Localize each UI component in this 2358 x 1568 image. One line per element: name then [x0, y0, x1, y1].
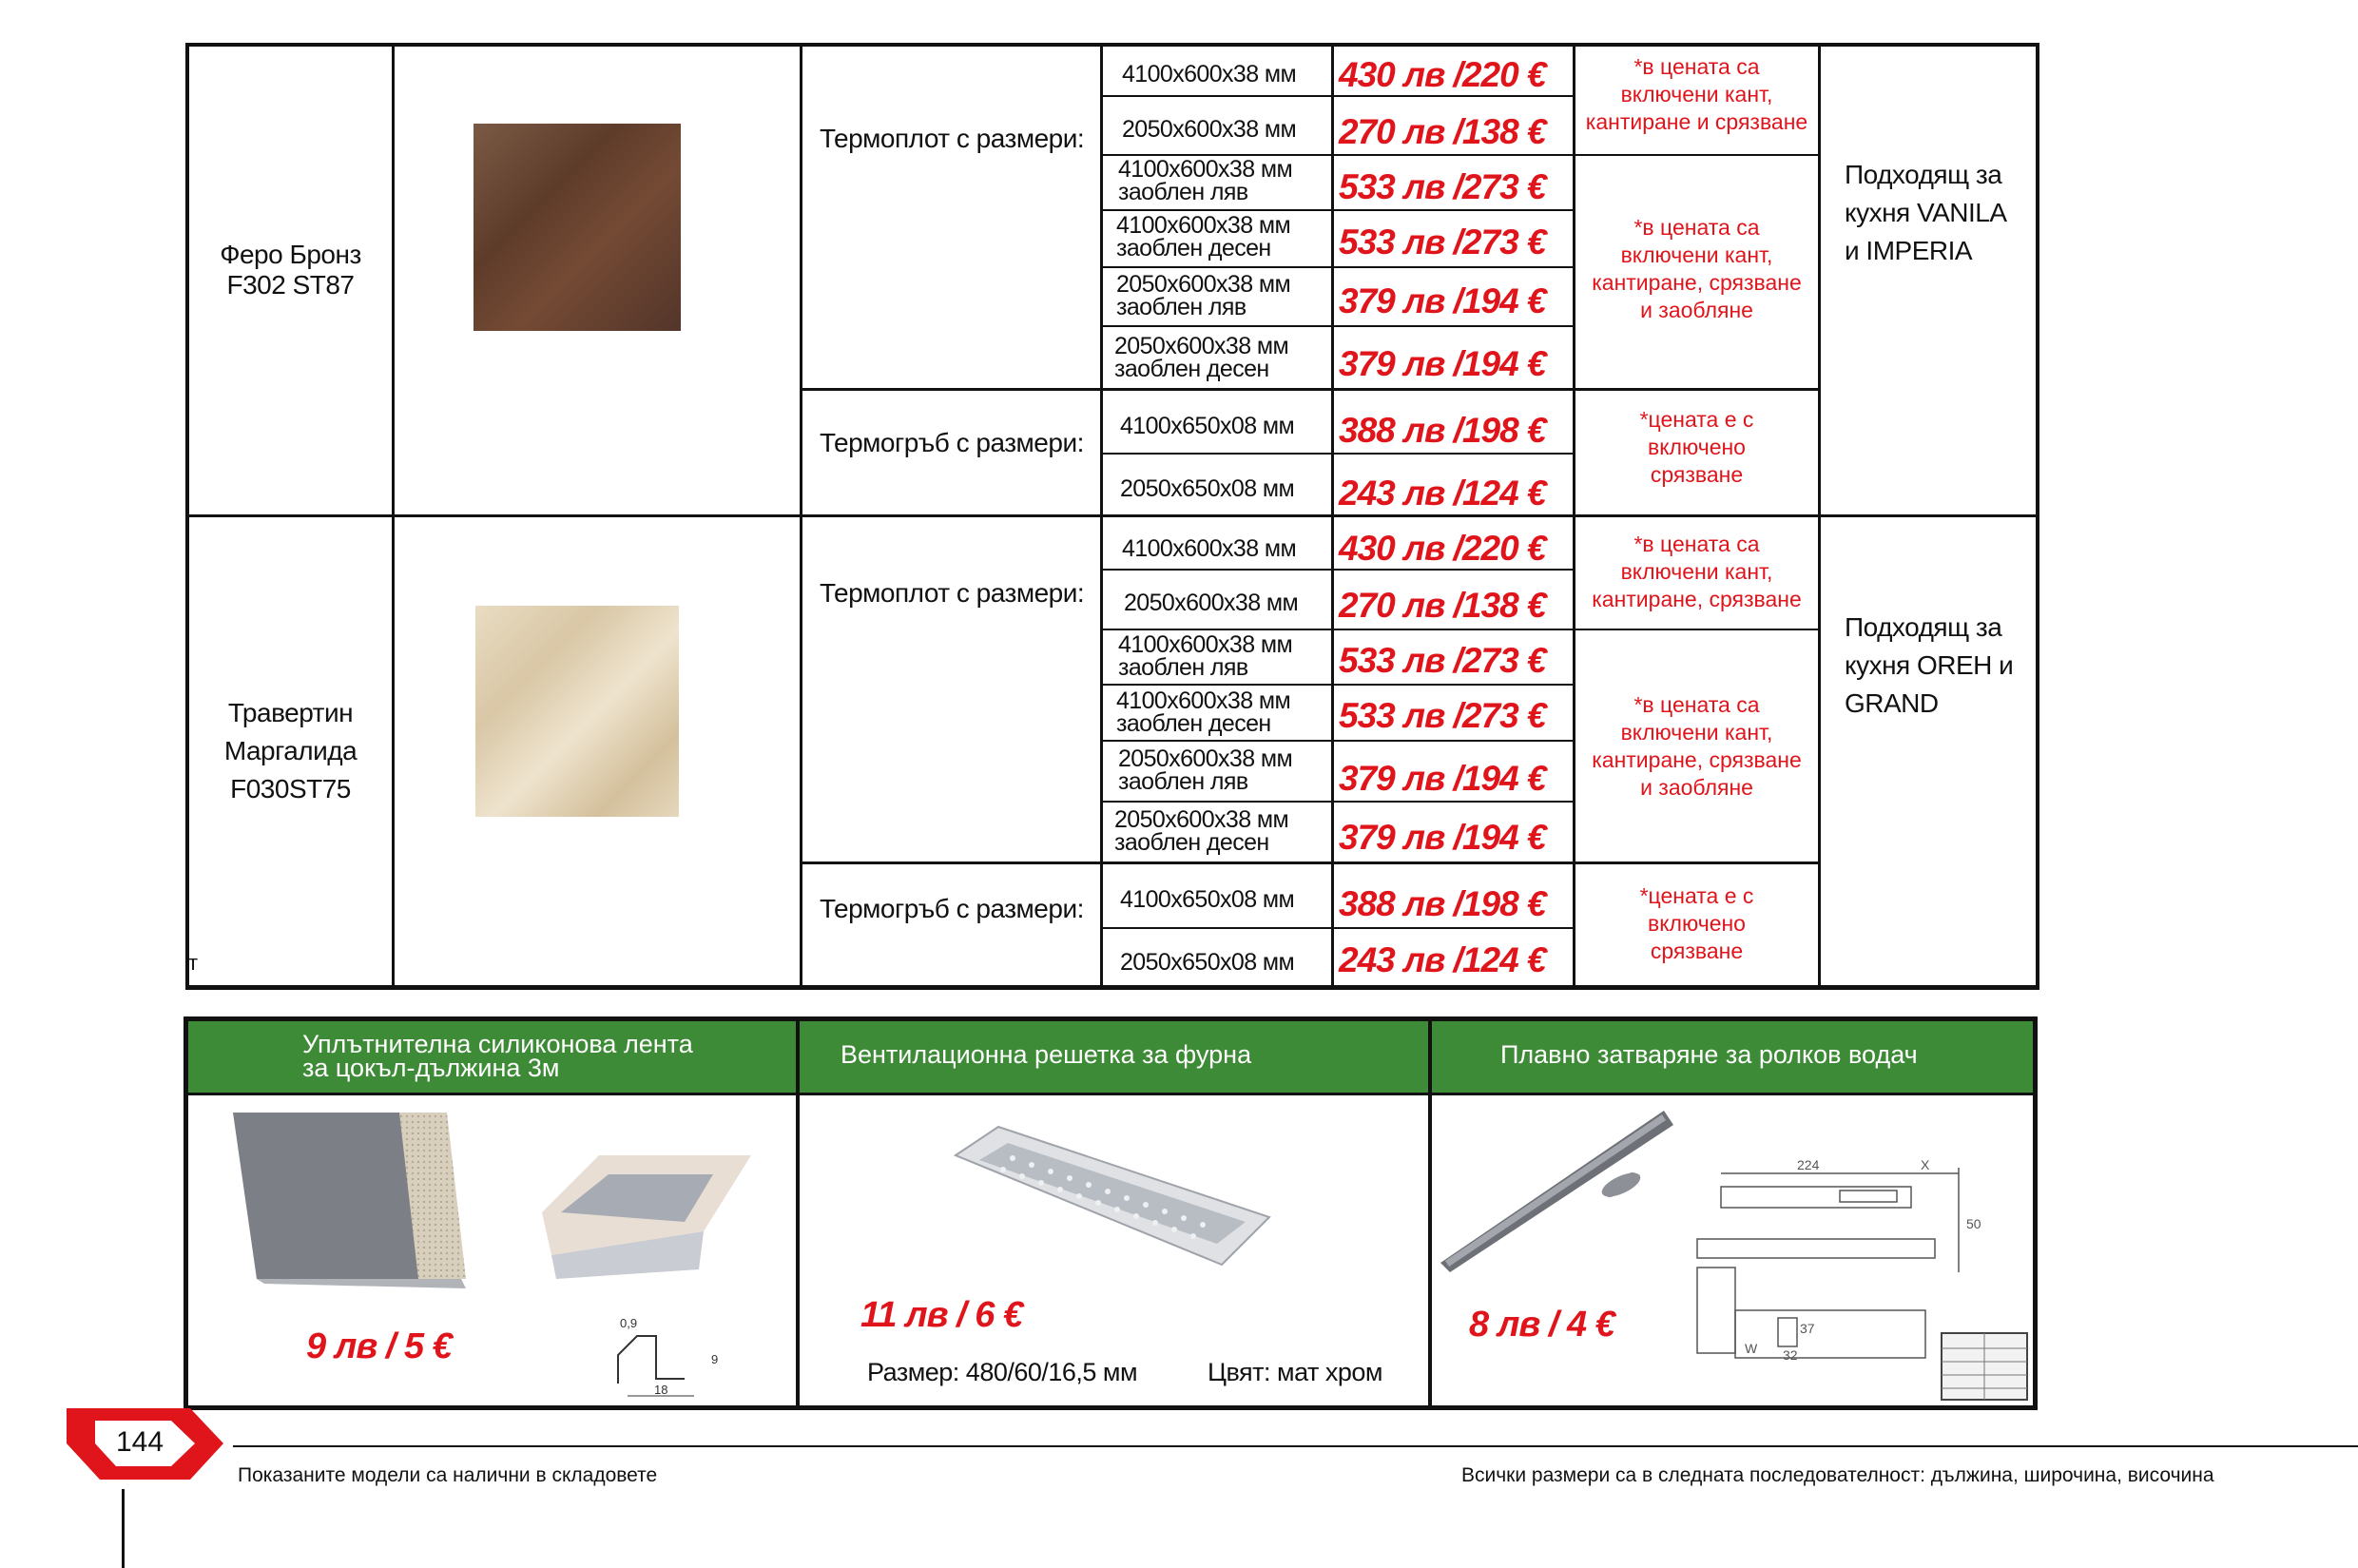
note-line: *в цената са: [1633, 54, 1760, 79]
note-line: *в цената са: [1633, 692, 1760, 717]
size-note: заоблен десен: [1116, 710, 1271, 737]
title-line: за цокъл-дължина 3м: [302, 1054, 560, 1082]
product-name: [189, 240, 392, 300]
suitable-line: кухня VANILA: [1845, 198, 2007, 227]
price-cell: 533 лв /273 €: [1339, 167, 1546, 206]
price-cell: 388 лв /198 €: [1339, 411, 1546, 450]
size-cell: 4100x600x38 мм: [1122, 61, 1297, 87]
note-line: включено: [1648, 911, 1746, 936]
size-text: 2050x600x38 мм: [1114, 333, 1289, 359]
note-line: кантиране и срязване: [1585, 109, 1808, 134]
note-line: и заобляне: [1640, 775, 1753, 800]
dimension-table-image: [1940, 1331, 2030, 1403]
accessory-price: 8 лв / 4 €: [1469, 1305, 1614, 1345]
size-cell: [1116, 273, 1290, 319]
size-note: заоблен десен: [1114, 829, 1269, 856]
worktop-label: Термоплот с размери:: [820, 124, 1085, 153]
note-line: *цената е с: [1639, 407, 1754, 432]
product-name: [189, 694, 392, 808]
suitable-for: [1845, 609, 2013, 723]
price-cell: 270 лв /138 €: [1339, 112, 1546, 151]
suitable-line: кухня OREH и: [1845, 650, 2014, 680]
note-line: *в цената са: [1633, 215, 1760, 240]
price-note: [1575, 53, 1818, 136]
price-cell: 270 лв /138 €: [1339, 586, 1546, 625]
suitable-line: Подходящ за: [1845, 160, 2002, 189]
price-cell: 533 лв /273 €: [1339, 696, 1546, 735]
corner-mark: т: [188, 951, 199, 975]
size-text: 2050x600x38 мм: [1118, 745, 1293, 772]
dimension-label: 32: [1783, 1347, 1798, 1363]
accessory-title: Плавно затваряне за ролков водач: [1500, 1040, 1918, 1069]
dimension-label: 224: [1797, 1158, 1820, 1172]
size-note: заоблен ляв: [1116, 294, 1247, 320]
note-line: срязване: [1650, 939, 1744, 963]
dimension-label: W: [1745, 1341, 1758, 1356]
soft-close-image: [1436, 1101, 1673, 1272]
profile-dimension-drawing: [599, 1312, 751, 1403]
footer-right-note: Всички размери са в следната последователност: дължина, широчина, височина: [1461, 1464, 2214, 1486]
size-cell: [1116, 214, 1290, 260]
accessory-price: 9 лв / 5 €: [306, 1326, 452, 1366]
size-text: 4100x600x38 мм: [1116, 212, 1291, 239]
price-cell: 379 лв /194 €: [1339, 759, 1546, 798]
price-cell: 533 лв /273 €: [1339, 223, 1546, 261]
dimension-label: 37: [1800, 1321, 1815, 1336]
dimension-label: 18: [654, 1383, 668, 1397]
price-cell: 379 лв /194 €: [1339, 344, 1546, 383]
suitable-line: и IMPERIA: [1845, 236, 1973, 265]
price-note: [1575, 406, 1818, 489]
size-cell: [1118, 158, 1292, 203]
size-cell: [1114, 808, 1288, 854]
price-cell: 379 лв /194 €: [1339, 281, 1546, 320]
size-cell: [1118, 633, 1292, 679]
silicone-strip-image: [228, 1103, 475, 1293]
backsplash-label: Термогръб с размери:: [820, 428, 1084, 457]
size-note: заоблен ляв: [1118, 768, 1248, 795]
size-cell: 4100x650x08 мм: [1120, 413, 1295, 439]
note-line: включено: [1648, 435, 1746, 459]
size-cell: [1114, 335, 1288, 380]
price-cell: 430 лв /220 €: [1339, 55, 1546, 94]
note-line: срязване: [1650, 462, 1744, 487]
note-line: включени кант,: [1620, 720, 1773, 745]
price-cell: 533 лв /273 €: [1339, 641, 1546, 680]
product-code: F302 ST87: [226, 270, 355, 300]
dimension-label: 50: [1966, 1216, 1981, 1231]
size-cell: 2050x600x38 мм: [1122, 116, 1297, 143]
size-note: заоблен десен: [1116, 235, 1271, 261]
accessory-size: Размер: 480/60/16,5 мм: [867, 1358, 1138, 1386]
note-line: включени кант,: [1620, 82, 1773, 106]
vent-grille-image: [946, 1122, 1274, 1274]
price-note: [1575, 214, 1818, 324]
note-line: кантиране, срязване: [1592, 270, 1802, 295]
note-line: и заобляне: [1640, 298, 1753, 322]
size-cell: [1118, 747, 1292, 793]
price-note: [1575, 882, 1818, 965]
price-cell: 388 лв /198 €: [1339, 884, 1546, 923]
size-cell: 2050x600x38 мм: [1124, 590, 1299, 616]
color-swatch: [475, 606, 679, 817]
page-number: 144: [116, 1426, 164, 1458]
price-cell: 243 лв /124 €: [1339, 474, 1546, 513]
note-line: *цената е с: [1639, 883, 1754, 908]
size-cell: 4100x650x08 мм: [1120, 886, 1295, 913]
size-cell: 4100x600x38 мм: [1122, 535, 1297, 562]
product-name-line: Травертин: [227, 698, 354, 727]
strip-profile-image: [532, 1146, 761, 1288]
size-note: заоблен ляв: [1118, 179, 1248, 205]
suitable-for: [1845, 156, 2007, 270]
title-line: Уплътнителна силиконова лента: [302, 1030, 693, 1058]
size-cell: 2050x650x08 мм: [1120, 949, 1295, 976]
size-cell: 2050x650x08 мм: [1120, 475, 1295, 502]
price-cell: 379 лв /194 €: [1339, 818, 1546, 857]
note-line: кантиране, срязване: [1592, 587, 1802, 611]
size-text: 4100x600x38 мм: [1116, 687, 1291, 714]
accessory-price: 11 лв / 6 €: [860, 1295, 1023, 1335]
size-note: заоблен десен: [1114, 356, 1269, 382]
note-line: кантиране, срязване: [1592, 747, 1802, 772]
price-note: [1575, 691, 1818, 802]
note-line: *в цената са: [1633, 532, 1760, 556]
dimension-label: 9: [711, 1352, 719, 1366]
footer-left-note: Показаните модели са налични в складовете: [238, 1464, 658, 1486]
size-text: 4100x600x38 мм: [1118, 631, 1293, 658]
size-cell: [1116, 689, 1290, 735]
price-note: [1575, 531, 1818, 613]
note-line: включени кант,: [1620, 559, 1773, 584]
dimension-label: X: [1921, 1158, 1930, 1172]
size-text: 2050x600x38 мм: [1114, 806, 1289, 833]
suitable-line: Подходящ за: [1845, 612, 2002, 642]
suitable-line: GRAND: [1845, 688, 1939, 718]
accessory-title: [302, 1030, 693, 1082]
product-name-line: Феро Бронз: [220, 240, 361, 269]
price-cell: 243 лв /124 €: [1339, 940, 1546, 979]
product-name-line: Маргалида: [223, 736, 358, 765]
accessory-title: Вентилационна решетка за фурна: [841, 1040, 1252, 1069]
size-note: заоблен ляв: [1118, 654, 1248, 681]
note-line: включени кант,: [1620, 242, 1773, 267]
accessory-color: Цвят: мат хром: [1208, 1358, 1382, 1386]
worktop-label: Термоплот с размери:: [820, 578, 1085, 608]
dimension-label: 0,9: [620, 1316, 638, 1330]
color-swatch: [474, 124, 681, 331]
size-text: 4100x600x38 мм: [1118, 156, 1293, 183]
backsplash-label: Термогръб с размери:: [820, 894, 1084, 923]
product-code: F030ST75: [230, 774, 351, 803]
price-cell: 430 лв /220 €: [1339, 529, 1546, 568]
size-text: 2050x600x38 мм: [1116, 271, 1291, 298]
